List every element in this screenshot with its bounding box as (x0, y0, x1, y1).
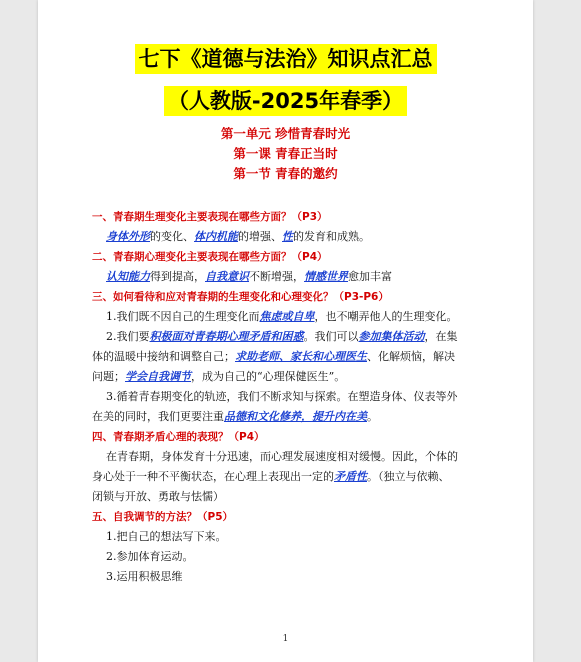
highlight: 身体外形 (106, 230, 150, 243)
question-4-line-1: 在青春期，身体发育十分迅速，而心理发展速度相对缓慢。因此，个体的 (106, 450, 458, 463)
document-page (38, 0, 533, 662)
text: 在美的同时，我们更要注重 (92, 410, 224, 423)
text: ，在集 (424, 330, 458, 343)
highlight: 矛盾性 (334, 470, 367, 483)
unit-heading-block (38, 124, 533, 184)
highlight: 积极面对青春期心理矛盾和困惑 (149, 330, 304, 343)
question-2-heading: 二、青春期心理变化主要表现在哪些方面？（P4） (92, 251, 328, 263)
text: 1.我们既不因自己的生理变化而 (106, 310, 260, 323)
question-3-point-1 (92, 307, 492, 327)
doc-title: 七下《道德与法治》知识点汇总 (135, 44, 437, 74)
question-2-answer (92, 267, 492, 287)
highlight: 体内机能 (194, 230, 238, 243)
title-block (38, 44, 533, 116)
question-5-heading: 五、自我调节的方法？（P5） (92, 511, 234, 523)
question-4-heading: 四、青春期矛盾心理的表现？（P4） (92, 431, 265, 443)
question-3-point-2 (92, 327, 492, 347)
page-number: 1 (282, 634, 289, 644)
text: 的变化、 (150, 230, 194, 243)
list-item: 1.把自己的想法写下来。 (106, 530, 227, 543)
text: 的发育和成熟。 (293, 230, 370, 243)
list-item: 2.参加体育运动。 (106, 550, 194, 563)
highlight: 求助老师、家长和心理医生 (235, 350, 367, 363)
unit-title: 第一单元 珍惜青春时光 (220, 126, 351, 141)
list-item: 3.运用积极思维 (106, 570, 183, 583)
question-4-line-3: 闭锁与开放、勇敢与怯懦） (92, 490, 224, 503)
highlight: 自我意识 (205, 270, 249, 283)
text: 得到提高， (150, 270, 205, 283)
text: 不断增强， (249, 270, 304, 283)
highlight: 情感世界 (304, 270, 348, 283)
text: 。我们可以 (303, 330, 359, 343)
question-3-point-2-line-2 (92, 347, 492, 367)
text: 的增强、 (238, 230, 282, 243)
lesson-title: 第一课 青春正当时 (233, 146, 338, 161)
text: 体的温暖中接纳和调整自己； (92, 350, 235, 363)
text: 。（独立与依赖、 (367, 470, 450, 483)
text: 、化解烦恼，解决 (367, 350, 455, 363)
text: 。 (367, 410, 378, 423)
text: 愈加丰富 (348, 270, 392, 283)
content (92, 207, 492, 587)
text: ，成为自己的“心理保健医生”。 (191, 370, 346, 383)
highlight: 参加集体活动 (358, 330, 425, 343)
question-3-point-3-line-2 (92, 407, 492, 427)
text: 问题； (92, 370, 125, 383)
text: 身心处于一种不平衡状态，在心理上表现出一定的 (92, 470, 334, 483)
question-4-line-2 (92, 467, 492, 487)
highlight: 焦虑或自卑 (259, 310, 315, 323)
question-1-answer (92, 227, 492, 247)
highlight: 认知能力 (106, 270, 150, 283)
question-1-heading: 一、青春期生理变化主要表现在哪些方面？（P3） (92, 211, 328, 223)
text: 2.我们要 (106, 330, 150, 343)
doc-subtitle: （人教版-2025年春季） (164, 86, 407, 116)
question-3-point-3: 3.循着青春期变化的轨迹，我们不断求知与探索。在塑造身体、仪表等外 (106, 390, 458, 403)
highlight: 学会自我调节 (125, 370, 191, 383)
section-title: 第一节 青春的邀约 (233, 166, 338, 181)
highlight: 品德和文化修养，提升内在美 (224, 410, 367, 423)
highlight: 性 (282, 230, 293, 243)
question-3-heading: 三、如何看待和应对青春期的生理变化和心理变化？（P3-P6） (92, 291, 389, 303)
question-3-point-2-line-3 (92, 367, 492, 387)
text: ，也不嘲弄他人的生理变化。 (314, 310, 458, 323)
